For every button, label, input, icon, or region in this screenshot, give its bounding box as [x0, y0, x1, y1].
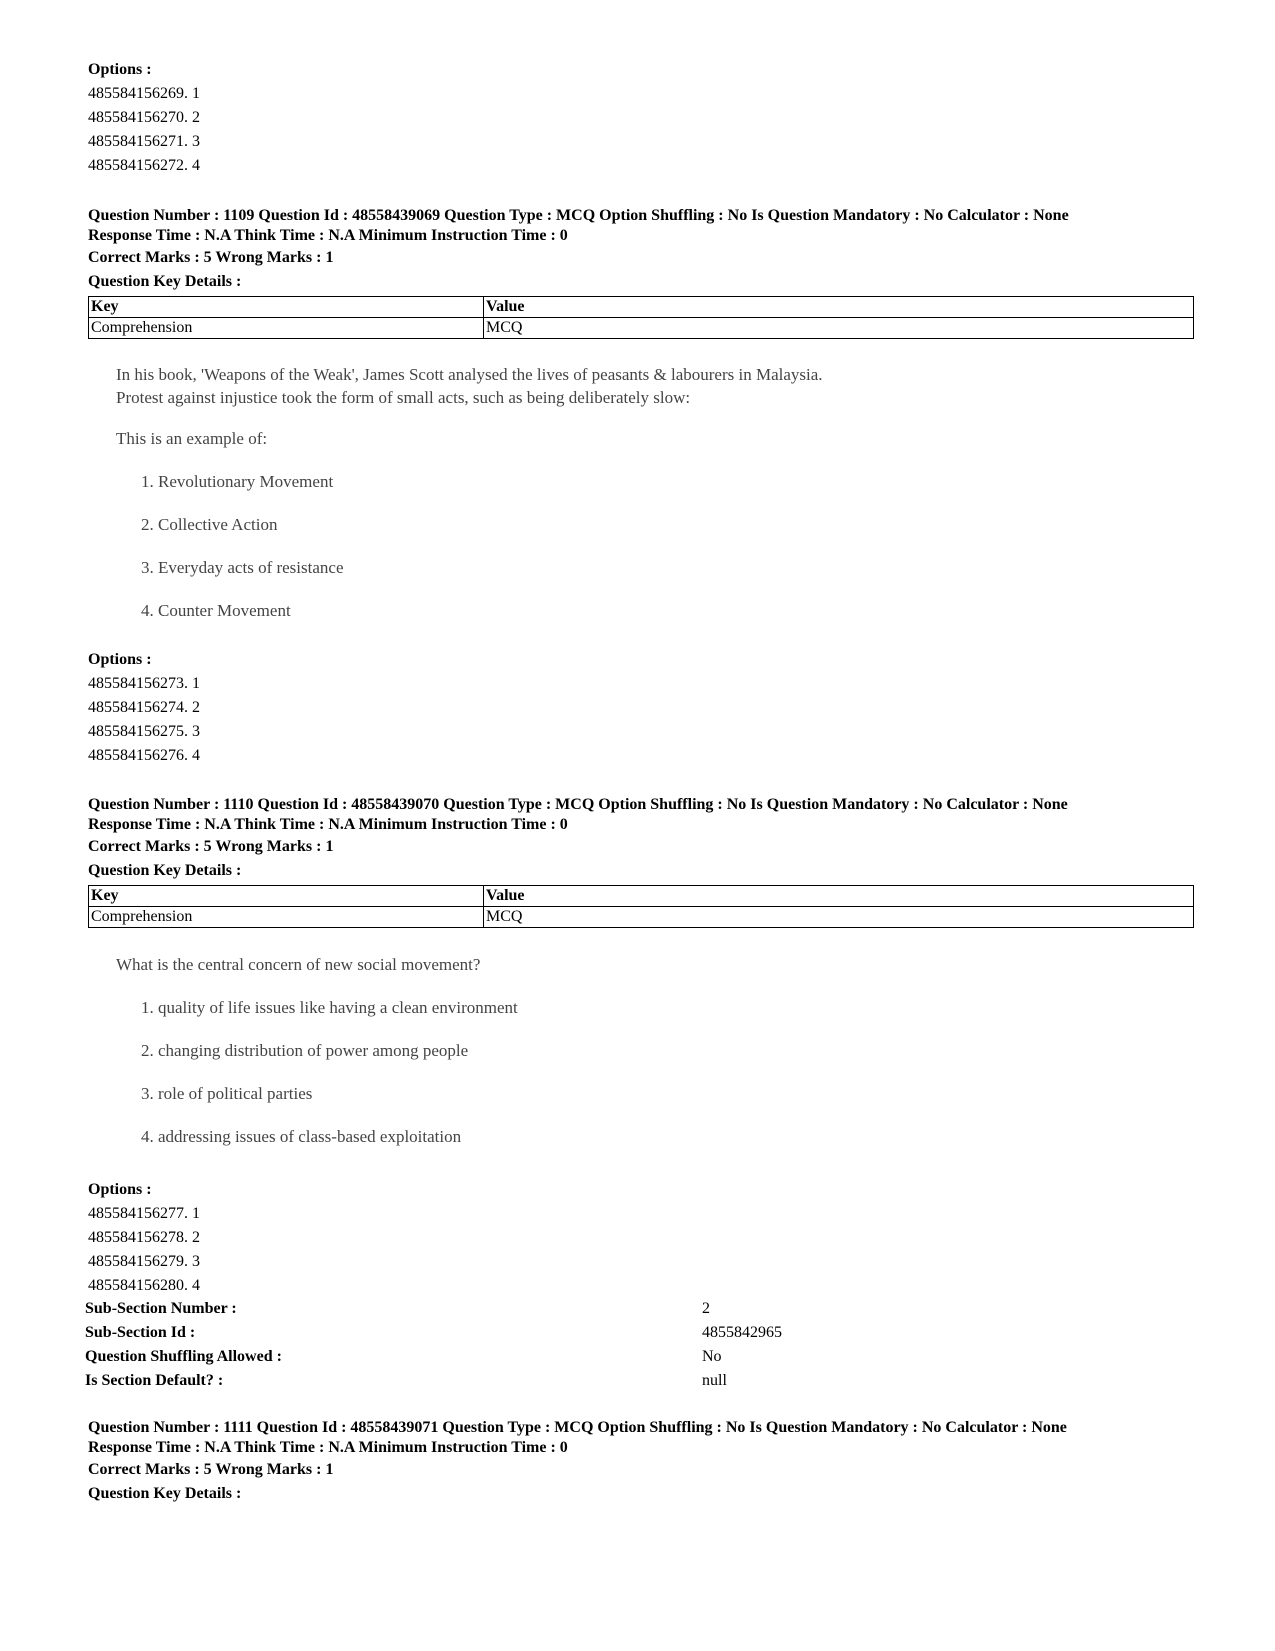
question-timing-line: Response Time : N.A Think Time : N.A Minimum Instruction Time : 0 [88, 227, 568, 244]
table-header-value: Value [484, 886, 1194, 907]
subsection-row [85, 1345, 1185, 1369]
subsection-row [85, 1321, 1185, 1345]
question-stem-line: In his book, 'Weapons of the Weak', James Scott analysed the lives of peasants & labourers in Malaysia. [116, 365, 823, 384]
option-item: 485584156271. 3 [88, 133, 200, 150]
table-header-value: Value [484, 297, 1194, 318]
table-header-key: Key [89, 886, 484, 907]
option-item: 485584156270. 2 [88, 109, 200, 126]
choice-item: 3. role of political parties [141, 1084, 313, 1103]
q1109-key-table-wrap [88, 296, 1188, 339]
question-prompt: This is an example of: [116, 429, 268, 448]
q1109-key-table [88, 296, 1194, 339]
question-stem: What is the central concern of new social movement? [116, 955, 481, 974]
q1110-marks: Correct Marks : 5 Wrong Marks : 1 [88, 838, 334, 855]
q1110-key-table [88, 885, 1194, 928]
q1111-marks: Correct Marks : 5 Wrong Marks : 1 [88, 1461, 334, 1478]
table-header-key: Key [89, 297, 484, 318]
option-item: 485584156269. 1 [88, 85, 200, 102]
question-timing-line: Response Time : N.A Think Time : N.A Minimum Instruction Time : 0 [88, 1439, 568, 1456]
option-item: 485584156277. 1 [88, 1205, 200, 1222]
q1111-header [88, 1418, 1188, 1458]
q1110-key-details-label: Question Key Details : [88, 862, 242, 879]
q1110-question-image [116, 955, 518, 1151]
subsection-row [85, 1297, 1185, 1321]
options-label: Options : [88, 61, 152, 78]
choice-item: 4. Counter Movement [141, 601, 291, 620]
subsection-details [85, 1297, 1185, 1393]
choice-item: 2. Collective Action [141, 515, 278, 534]
table-cell-key: Comprehension [89, 907, 484, 928]
subsection-key: Sub-Section Number : [85, 1300, 237, 1317]
subsection-key: Is Section Default? : [85, 1372, 224, 1389]
table-cell-value: MCQ [484, 318, 1194, 339]
choice-item: 2. changing distribution of power among people [141, 1041, 469, 1060]
choice-item: 3. Everyday acts of resistance [141, 558, 344, 577]
subsection-row [85, 1369, 1185, 1393]
subsection-key: Sub-Section Id : [85, 1324, 196, 1341]
question-header-line: Question Number : 1110 Question Id : 48558439070 Question Type : MCQ Option Shuffling : No Is Question Mandatory : No Calculator : None [88, 796, 1068, 813]
question-timing-line: Response Time : N.A Think Time : N.A Minimum Instruction Time : 0 [88, 816, 568, 833]
option-item: 485584156272. 4 [88, 157, 200, 174]
question-header-line: Question Number : 1109 Question Id : 48558439069 Question Type : MCQ Option Shuffling : No Is Question Mandatory : No Calculator : None [88, 207, 1069, 224]
question-stem-line: Protest against injustice took the form of small acts, such as being deliberately slow: [116, 388, 691, 407]
choice-item: 4. addressing issues of class-based exploitation [141, 1127, 462, 1146]
q1109-key-details-label: Question Key Details : [88, 273, 242, 290]
option-item: 485584156278. 2 [88, 1229, 200, 1246]
option-item: 485584156276. 4 [88, 747, 200, 764]
q1109-header [88, 206, 1188, 246]
q1110-header [88, 795, 1188, 835]
options-label: Options : [88, 651, 152, 668]
q1110-key-table-wrap [88, 885, 1188, 928]
q1109-question-image [116, 365, 823, 625]
q1109-marks: Correct Marks : 5 Wrong Marks : 1 [88, 249, 334, 266]
q1109-options-block [88, 648, 1188, 768]
q1111-key-details-label: Question Key Details : [88, 1485, 242, 1502]
options-label: Options : [88, 1181, 152, 1198]
q1110-options-block [88, 1178, 1188, 1298]
top-options-block [88, 58, 1188, 178]
option-item: 485584156275. 3 [88, 723, 200, 740]
choice-item: 1. Revolutionary Movement [141, 472, 334, 491]
subsection-value: 2 [702, 1300, 710, 1317]
option-item: 485584156274. 2 [88, 699, 200, 716]
subsection-value: No [702, 1348, 722, 1365]
choice-item: 1. quality of life issues like having a clean environment [141, 998, 518, 1017]
option-item: 485584156279. 3 [88, 1253, 200, 1270]
option-item: 485584156280. 4 [88, 1277, 200, 1294]
subsection-key: Question Shuffling Allowed : [85, 1348, 282, 1365]
subsection-value: 4855842965 [702, 1324, 782, 1341]
question-header-line: Question Number : 1111 Question Id : 48558439071 Question Type : MCQ Option Shuffling : No Is Question Mandatory : No Calculator : None [88, 1419, 1067, 1436]
table-cell-value: MCQ [484, 907, 1194, 928]
option-item: 485584156273. 1 [88, 675, 200, 692]
table-cell-key: Comprehension [89, 318, 484, 339]
subsection-value: null [702, 1372, 727, 1389]
